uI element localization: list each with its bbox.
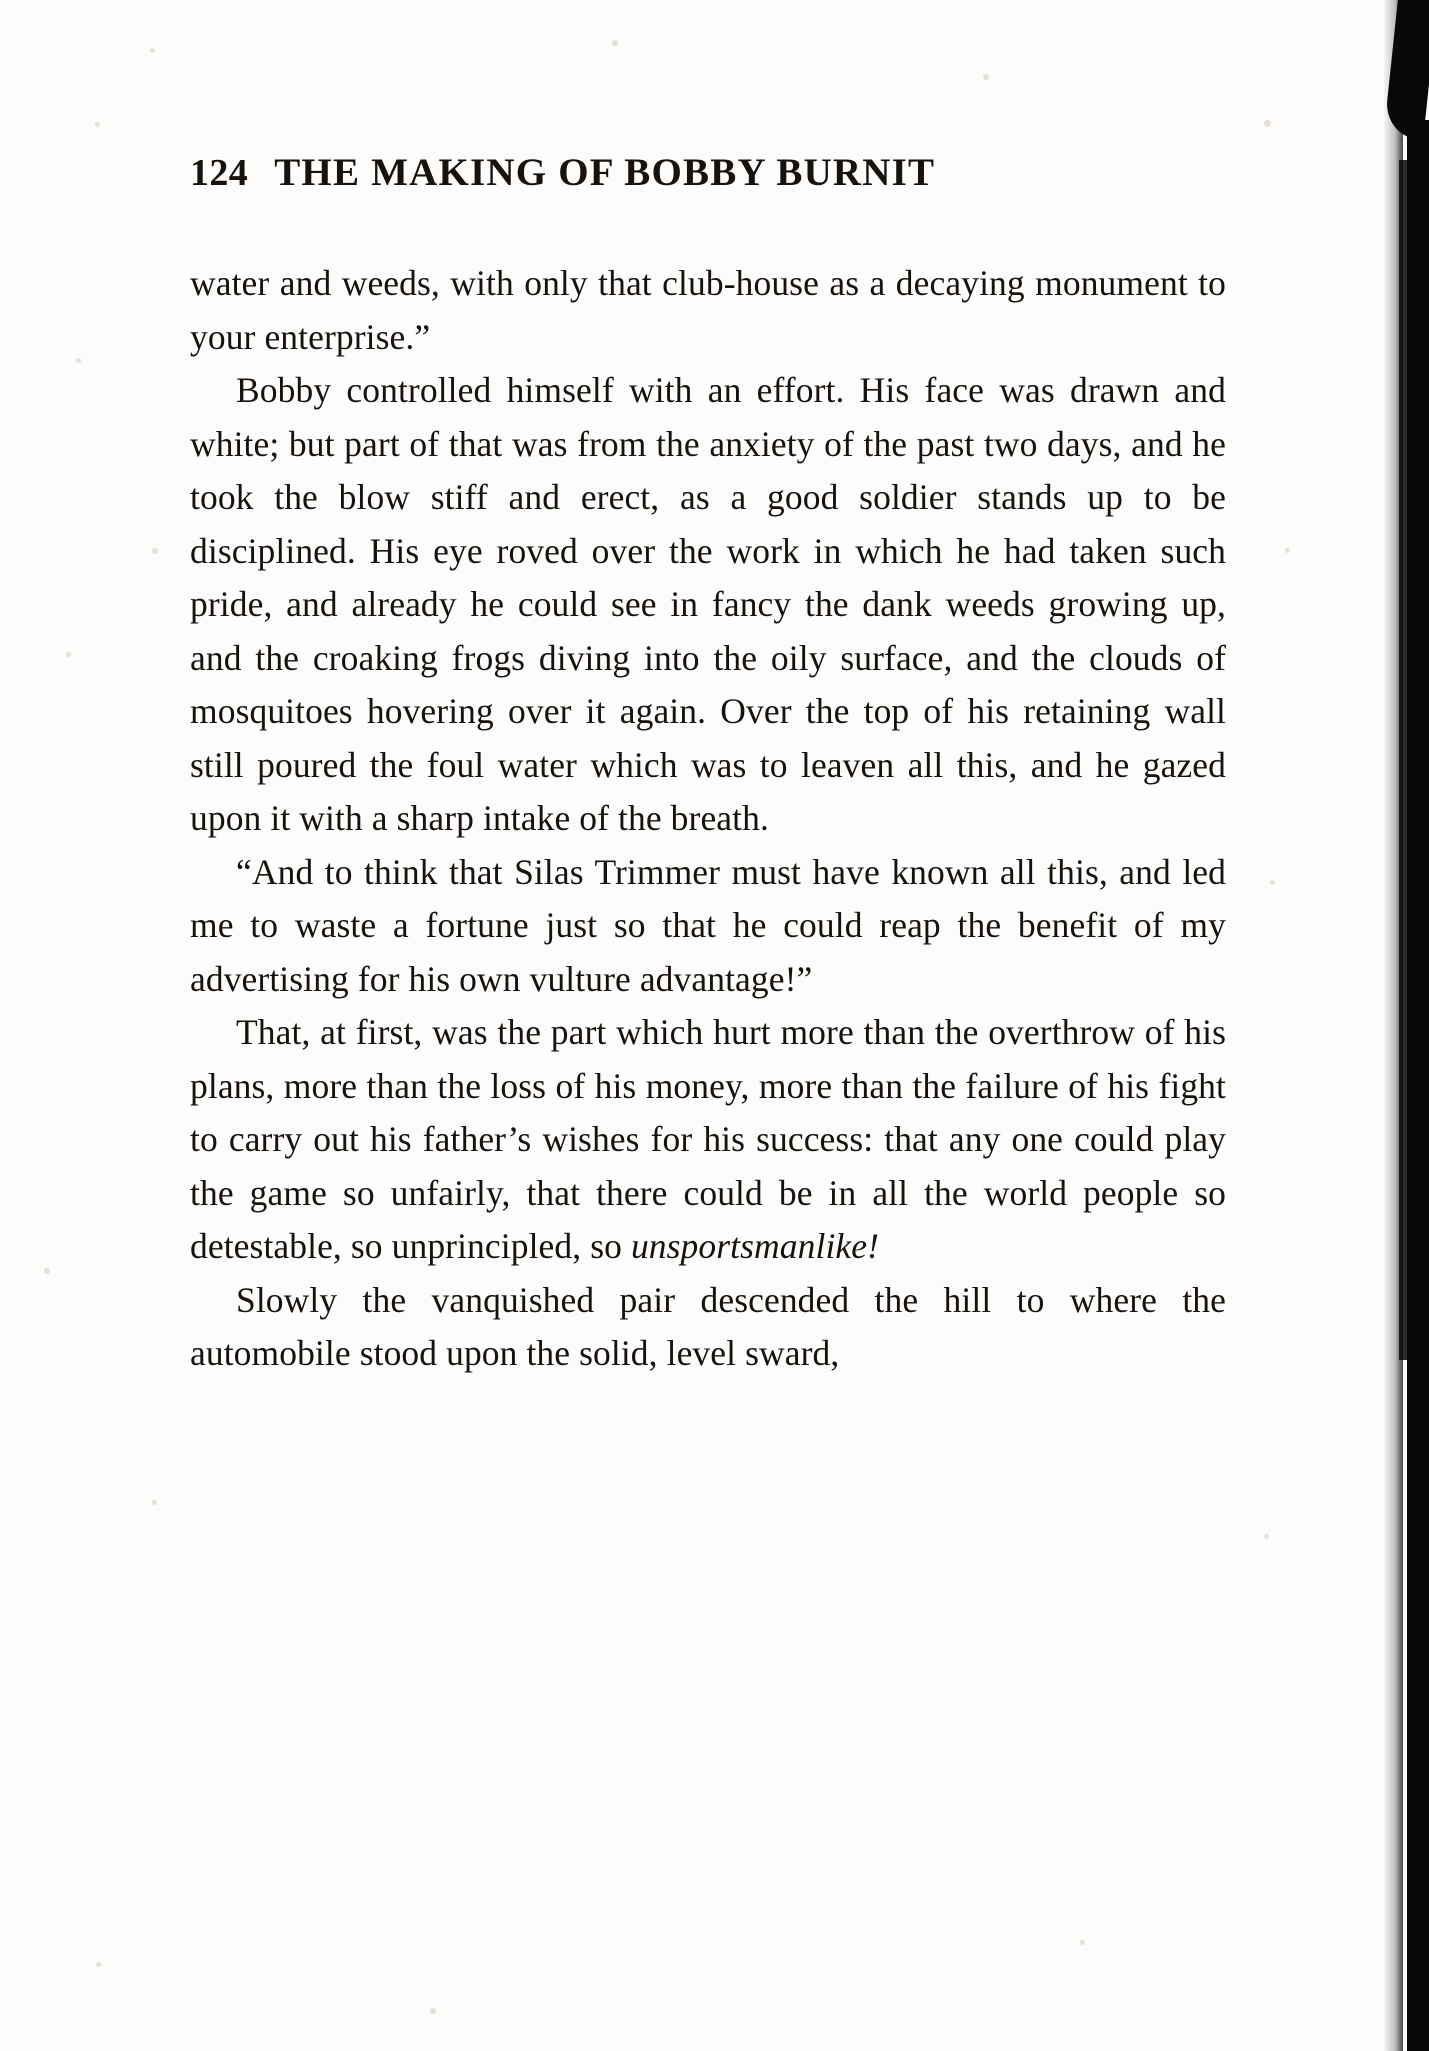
paragraph: Slowly the vanquished pair descended the hill to where the automobile stood upon the solid, level sward,: [190, 1279, 1226, 1373]
paper-speck: [152, 548, 158, 554]
paper-speck: [1264, 120, 1271, 127]
paper-speck: [152, 1500, 157, 1505]
paper-speck: [1264, 1534, 1269, 1539]
page-content: [190, 150, 1226, 1381]
paragraph: [190, 1006, 1226, 1274]
paper-speck: [95, 122, 100, 127]
paragraph: water and weeds, with only that club-house as a decaying monument to your enterprise.”: [190, 263, 1226, 357]
paper-speck: [612, 40, 618, 46]
paper-speck: [983, 74, 989, 80]
paper-speck: [1080, 1940, 1085, 1945]
paper-speck: [1285, 548, 1290, 553]
page-header: [190, 150, 1226, 195]
paper-speck: [66, 652, 71, 657]
emphasis-text: unsportsmanlike!: [630, 1226, 880, 1266]
binding-shadow: [1357, 0, 1429, 2051]
paper-speck: [150, 48, 155, 53]
running-head: THE MAKING OF BOBBY BURNIT: [274, 151, 936, 194]
paper-speck: [44, 1268, 50, 1274]
paragraph-text: That, at first, was the part which hurt more than the overthrow of his plans, more than the loss of his money, more than the failure of his fight to carry out his father’s wishes for his success: that any one could play the game so unfairly, that there could be in all the world people so detestable, so unprincipled, so: [190, 1012, 1226, 1266]
paper-speck: [96, 1962, 101, 1967]
paper-speck: [76, 358, 81, 363]
paper-speck: [1270, 880, 1275, 885]
paper-speck: [430, 2008, 436, 2014]
page-number: 124: [190, 152, 249, 194]
paragraph: Bobby controlled himself with an effort. His face was drawn and white; but part of that was from the anxiety of the past two days, and he took the blow stiff and erect, as a good soldier stands up to be disciplined. His eye roved over the work in which he had taken such pride, and already he could see in fancy the dank weeds growing up, and the croaking frogs diving into the oily surface, and the clouds of mosquitoes hovering over it again. Over the top of his retaining wall still poured the foul water which was to leaven all this, and he gazed upon it with a sharp intake of the breath.: [190, 370, 1226, 838]
paragraph: “And to think that Silas Trimmer must have known all this, and led me to waste a fortune just so that he could reap the benefit of my advertising for his own vulture advantage!”: [190, 851, 1226, 999]
